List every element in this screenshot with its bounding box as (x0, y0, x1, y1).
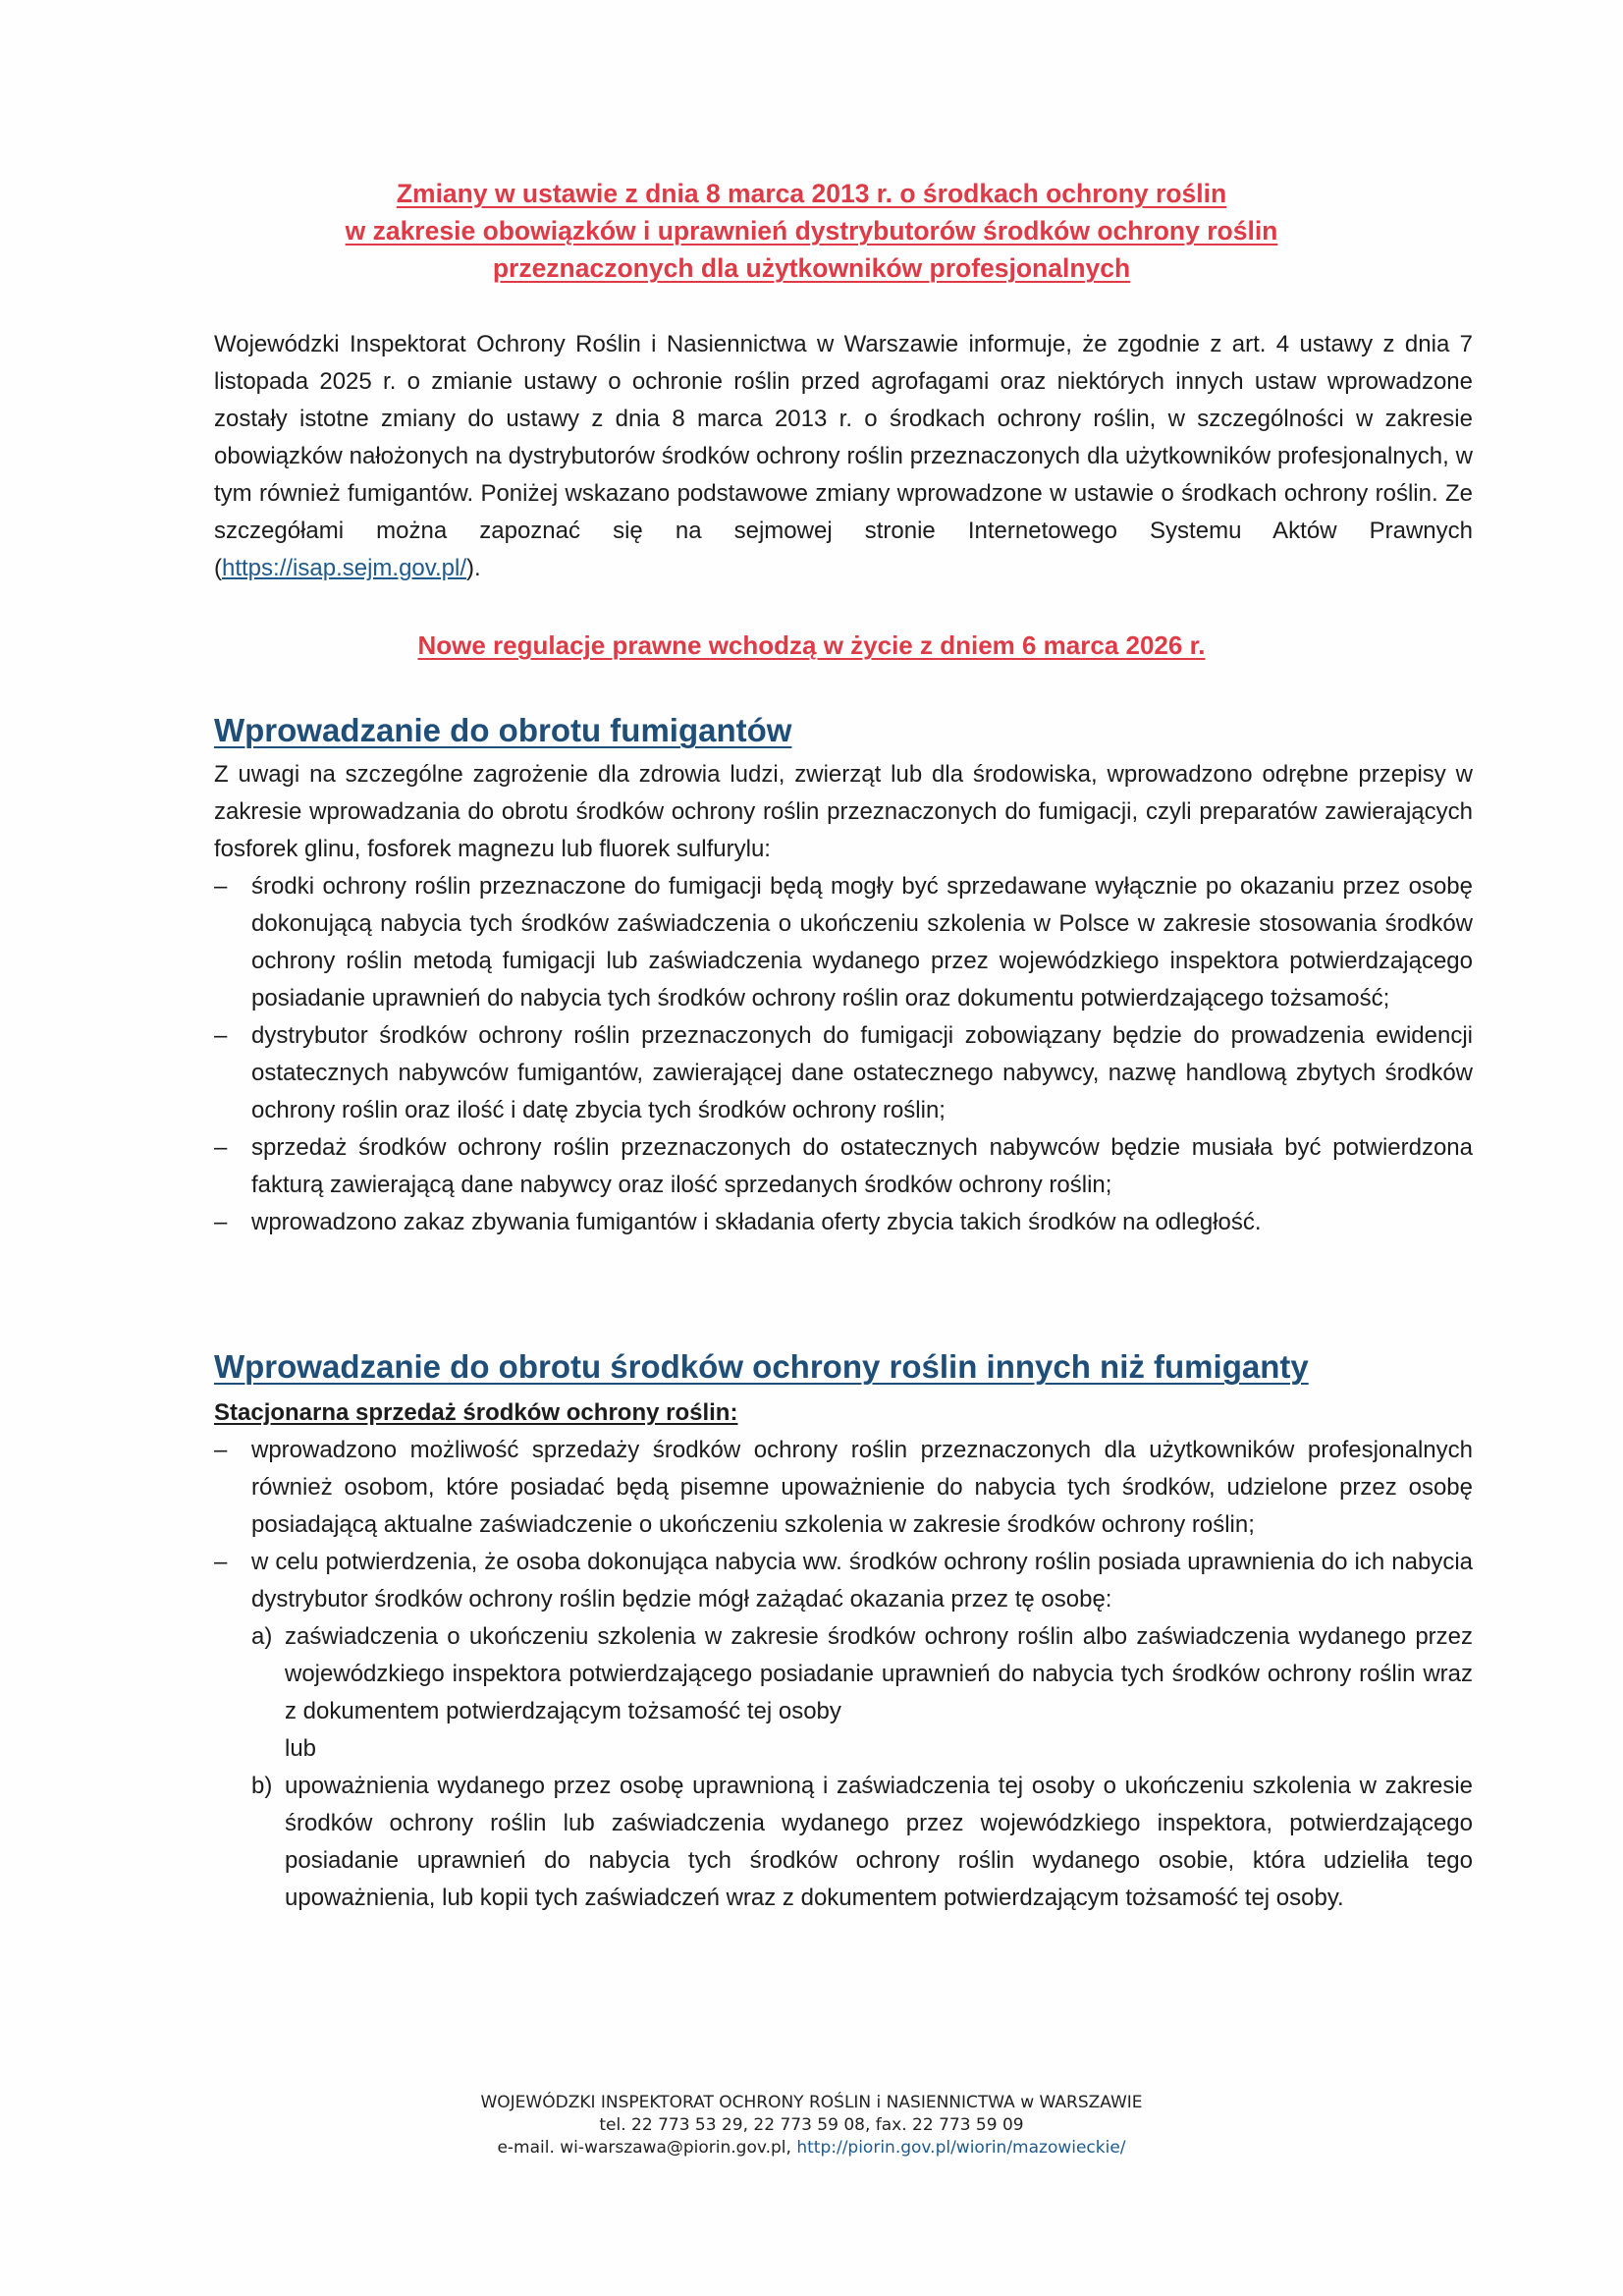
sub-list (251, 1618, 1473, 1917)
footer-phones: tel. 22 773 53 29, 22 773 59 08, fax. 22 773 59 09 (599, 2115, 1024, 2135)
footer-email: e-mail. wi-warszawa@piorin.gov.pl, (497, 2138, 797, 2158)
title-line-2: w zakresie obowiązków i uprawnień dystrybutorów środków ochrony roślin (345, 216, 1278, 246)
footer (0, 2092, 1623, 2159)
title-line-1: Zmiany w ustawie z dnia 8 marca 2013 r. o środkach ochrony roślin (396, 179, 1227, 208)
list-item: – wprowadzono zakaz zbywania fumigantów i składania oferty zbycia takich środków na odległość. (214, 1204, 1473, 1241)
intro-text: Wojewódzki Inspektorat Ochrony Roślin i Nasiennictwa w Warszawie informuje, że zgodnie z art. 4 ustawy z dnia 7 listopada 2025 r. o zmianie ustawy o ochronie roślin przed agrofagami oraz niektórych innych ustaw wprowadzone zostały istotne zmiany do ustawy z dnia 8 marca 2013 r. o środkach ochrony roślin, w szczególności w zakresie obowiązków nałożonych na dystrybutorów środków ochrony roślin przeznaczonych dla użytkowników profesjonalnych, w tym również fumigantów. Poniżej wskazano podstawowe zmiany wprowadzone w ustawie o środkach ochrony roślin. Ze szczegółami można zapoznać się na sejmowej stronie Internetowego Systemu Aktów Prawnych ( (214, 331, 1473, 581)
intro-paragraph (214, 326, 1473, 587)
footer-organization: WOJEWÓDZKI INSPEKTORAT OCHRONY ROŚLIN i NASIENNICTWA w WARSZAWIE (480, 2093, 1143, 2112)
section-fumigants-intro: Z uwagi na szczególne zagrożenie dla zdrowia ludzi, zwierząt lub dla środowiska, wprowadzono odrębne przepisy w zakresie wprowadzania do obrotu środków ochrony roślin przeznaczonych do fumigacji, czyli preparatów zawierających fosforek glinu, fosforek magnezu lub fluorek sulfurylu: (214, 761, 1473, 862)
dash-bullet: – (214, 1134, 228, 1161)
subheading-stationary-sales: Stacjonarna sprzedaż środków ochrony roślin: (214, 1399, 738, 1426)
dash-bullet: – (214, 1022, 228, 1049)
effective-date-text: Nowe regulacje prawne wchodzą w życie z dniem 6 marca 2026 r. (417, 630, 1206, 660)
intro-after: ). (466, 555, 481, 581)
dash-bullet: – (214, 1549, 228, 1575)
section-other-products (214, 1394, 1473, 1917)
title-line-3: przeznaczonych dla użytkowników profesjonalnych (492, 253, 1131, 283)
section-fumigants (214, 756, 1473, 1241)
list-item: – sprzedaż środków ochrony roślin przeznaczonych do ostatecznych nabywców będzie musiała być potwierdzona fakturą zawierającą dane nabywcy oraz ilość sprzedanych środków ochrony roślin; (214, 1129, 1473, 1204)
list-item: – środki ochrony roślin przeznaczone do fumigacji będą mogły być sprzedawane wyłącznie po okazaniu przez osobę dokonującą nabycia tych środków zaświadczenia o ukończeniu szkolenia w Polsce w zakresie stosowania środków ochrony roślin metodą fumigacji lub zaświadczenia wydanego przez wojewódzkiego inspektora potwierdzającego posiadanie uprawnień do nabycia tych środków ochrony roślin oraz dokumentu potwierdzającego tożsamość; (214, 868, 1473, 1017)
sub-list-item: b) upoważnienia wydanego przez osobę uprawnioną i zaświadczenia tej osoby o ukończeniu szkolenia w zakresie środków ochrony roślin lub zaświadczenia wydanego przez wojewódzkiego inspektora, potwierdzającego posiadanie uprawnień do nabycia tych środków ochrony roślin wydanego osobie, która udzieliła tego upoważnienia, lub kopii tych zaświadczeń wraz z dokumentem potwierdzającym tożsamość tej osoby. (251, 1773, 1473, 1911)
list-item: – wprowadzono możliwość sprzedaży środków ochrony roślin przeznaczonych dla użytkowników profesjonalnych również osobom, które posiadać będą pisemne upoważnienie do nabycia tych środków, udzielone przez osobę posiadającą aktualne zaświadczenie o ukończeniu szkolenia w zakresie środków ochrony roślin; (214, 1432, 1473, 1544)
fumigants-list (214, 868, 1473, 1241)
footer-website-link[interactable]: http://piorin.gov.pl/wiorin/mazowieckie/ (796, 2138, 1126, 2158)
or-connector: lub (285, 1735, 317, 1762)
effective-date-notice (0, 627, 1623, 664)
list-item: – dystrybutor środków ochrony roślin przeznaczonych do fumigacji zobowiązany będzie do prowadzenia ewidencji ostatecznych nabywców fumigantów, zawierającej dane ostatecznego nabywcy, nazwę handlową zbytych środków ochrony roślin oraz ilość i datę zbycia tych środków ochrony roślin; (214, 1017, 1473, 1129)
list-item: – w celu potwierdzenia, że osoba dokonująca nabycia ww. środków ochrony roślin posiada uprawnienia do ich nabycia dystrybutor środków ochrony roślin będzie mógł zażądać okazania przez tę osobę: a) zaświadczenia o ukończeniu szkolenia w zakresie środków ochrony roślin albo zaświadczenia wydanego przez wojewódzkiego inspektora potwierdzającego posiadanie uprawnień do nabycia tych środków ochrony roślin wraz z dokumentem potwierdzającym tożsamość tej osoby lub b) upoważnienia wydanego przez osobę uprawnioną i zaświadczenia tej osoby o ukończeniu szkolenia w zakresie środków ochrony roślin lub zaświadczenia wydanego przez wojewódzkiego inspektora, potwierdzającego posiadanie uprawnień do nabycia tych środków ochrony roślin wydanego osobie, która udzieliła tego upoważnienia, lub kopii tych zaświadczeń wraz z dokumentem potwierdzającym tożsamość tej osoby. (214, 1544, 1473, 1917)
document-title (0, 175, 1623, 287)
isap-link[interactable]: https://isap.sejm.gov.pl/ (222, 555, 466, 581)
dash-bullet: – (214, 1437, 228, 1463)
dash-bullet: – (214, 873, 228, 900)
section-heading-fumigants: Wprowadzanie do obrotu fumigantów (214, 712, 792, 748)
dash-bullet: – (214, 1209, 228, 1235)
other-products-list (214, 1432, 1473, 1917)
footer-contact (0, 2137, 1623, 2159)
sub-list-item: a) zaświadczenia o ukończeniu szkolenia w zakresie środków ochrony roślin albo zaświadczenia wydanego przez wojewódzkiego inspektora potwierdzającego posiadanie uprawnień do nabycia tych środków ochrony roślin wraz z dokumentem potwierdzającym tożsamość tej osoby lub (251, 1618, 1473, 1768)
section-heading-other-products: Wprowadzanie do obrotu środków ochrony roślin innych niż fumiganty (214, 1348, 1309, 1385)
